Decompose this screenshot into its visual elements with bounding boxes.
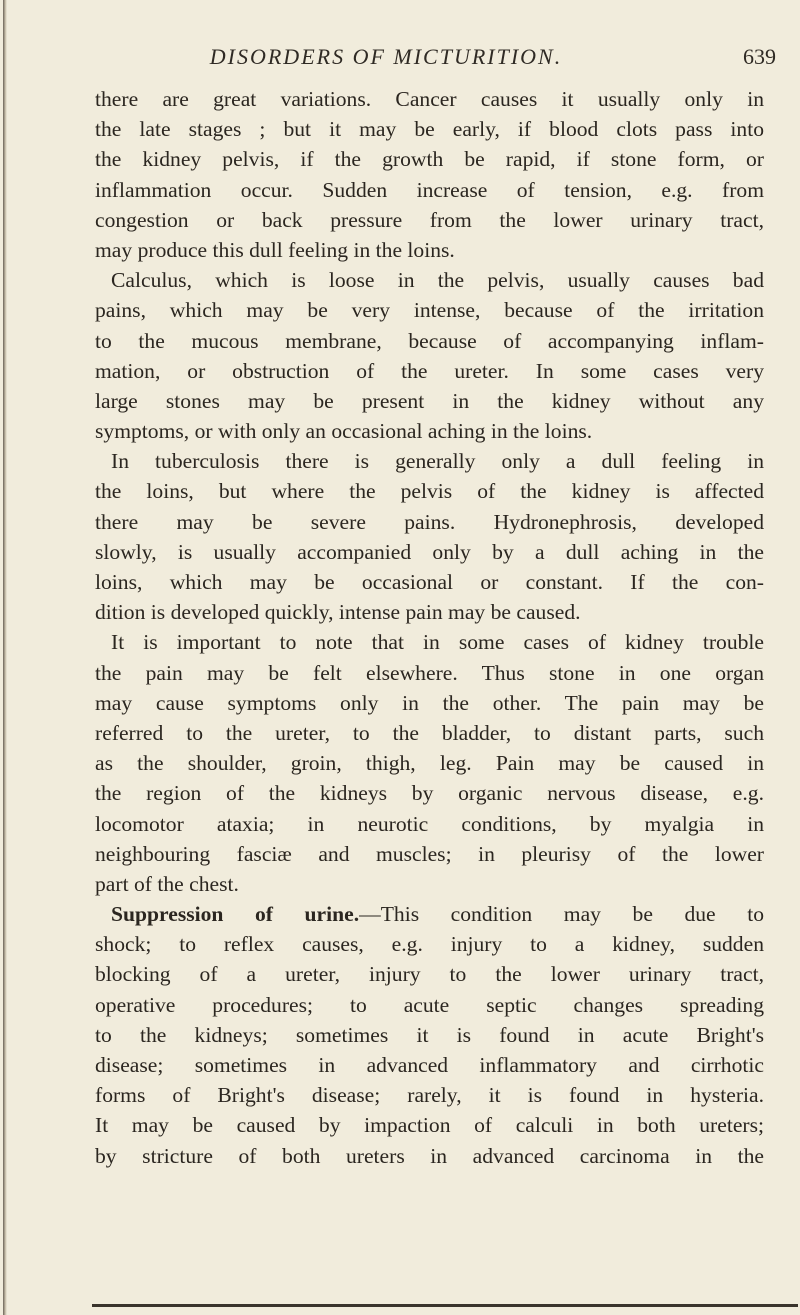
text-line: In tuberculosis there is generally only a dull feeling in — [111, 449, 764, 474]
page-edge-shadow — [3, 0, 7, 1315]
text-line: It is important to note that in some cases of kidney trouble — [111, 630, 764, 655]
running-head: DISORDERS OF MICTURITION. — [209, 44, 563, 69]
text-line: loins, which may be occasional or constant. If the con- — [95, 570, 764, 594]
text-line: It may be caused by impaction of calculi in both ureters; — [95, 1113, 764, 1138]
text-line: the loins, but where the pelvis of the kidney is affected — [95, 479, 764, 504]
text-line: mation, or obstruction of the ureter. In some cases very — [95, 358, 764, 383]
text-line: as the shoulder, groin, thigh, leg. Pain may be caused in — [95, 751, 764, 776]
text-line: neighbouring fasciæ and muscles; in pleurisy of the lower — [95, 841, 764, 866]
text-line: the pain may be felt elsewhere. Thus stone in one organ — [95, 660, 764, 685]
text-line: there may be severe pains. Hydronephrosis, developed — [95, 509, 764, 534]
text-line: Suppression of urine.—This condition may be due to — [111, 902, 764, 927]
text-line: Calculus, which is loose in the pelvis, usually causes bad — [111, 268, 764, 293]
text-line: may cause symptoms only in the other. The pain may be — [95, 690, 764, 715]
text-line: referred to the ureter, to the bladder, to distant parts, such — [95, 720, 764, 745]
text-line: dition is developed quickly, intense pain may be caused. — [95, 600, 581, 625]
text-line: operative procedures; to acute septic changes spreading — [95, 992, 764, 1017]
text-line: disease; sometimes in advanced inflammatory and cirrhotic — [95, 1053, 764, 1077]
text-line: by stricture of both ureters in advanced carcinoma in the — [95, 1143, 764, 1168]
text-line: large stones may be present in the kidney without any — [95, 388, 764, 413]
text-line: locomotor ataxia; in neurotic conditions, by myalgia in — [95, 811, 764, 836]
bottom-rule — [92, 1304, 798, 1307]
text-line: inflammation occur. Sudden increase of tension, e.g. from — [95, 177, 764, 202]
text-line: the kidney pelvis, if the growth be rapid, if stone form, or — [95, 147, 764, 172]
text-line: symptoms, or with only an occasional aching in the loins. — [95, 419, 593, 444]
text-line: slowly, is usually accompanied only by a dull aching in the — [95, 539, 764, 564]
page-number: 639 — [743, 44, 776, 69]
text-line: forms of Bright's disease; rarely, it is found in hysteria. — [95, 1083, 764, 1108]
text-line: congestion or back pressure from the lower urinary tract, — [95, 207, 764, 232]
text-line: part of the chest. — [95, 871, 239, 896]
text-line: pains, which may be very intense, because of the irritation — [95, 298, 764, 323]
text-line: may produce this dull feeling in the loins. — [95, 237, 455, 262]
text-line: to the mucous membrane, because of accompanying inflam- — [95, 328, 764, 353]
text-line: to the kidneys; sometimes it is found in acute Bright's — [95, 1022, 764, 1047]
section-heading: Suppression of urine. — [111, 902, 360, 927]
text-line: the region of the kidneys by organic nervous disease, e.g. — [95, 781, 764, 806]
text-line: shock; to reflex causes, e.g. injury to a kidney, sudden — [95, 932, 764, 957]
text-line: there are great variations. Cancer causes it usually only in — [95, 87, 764, 111]
text-line: the late stages ; but it may be early, if blood clots pass into — [95, 117, 764, 142]
page-header — [96, 44, 776, 80]
body-text — [95, 84, 764, 1171]
text-line: blocking of a ureter, injury to the lower urinary tract, — [95, 962, 764, 987]
